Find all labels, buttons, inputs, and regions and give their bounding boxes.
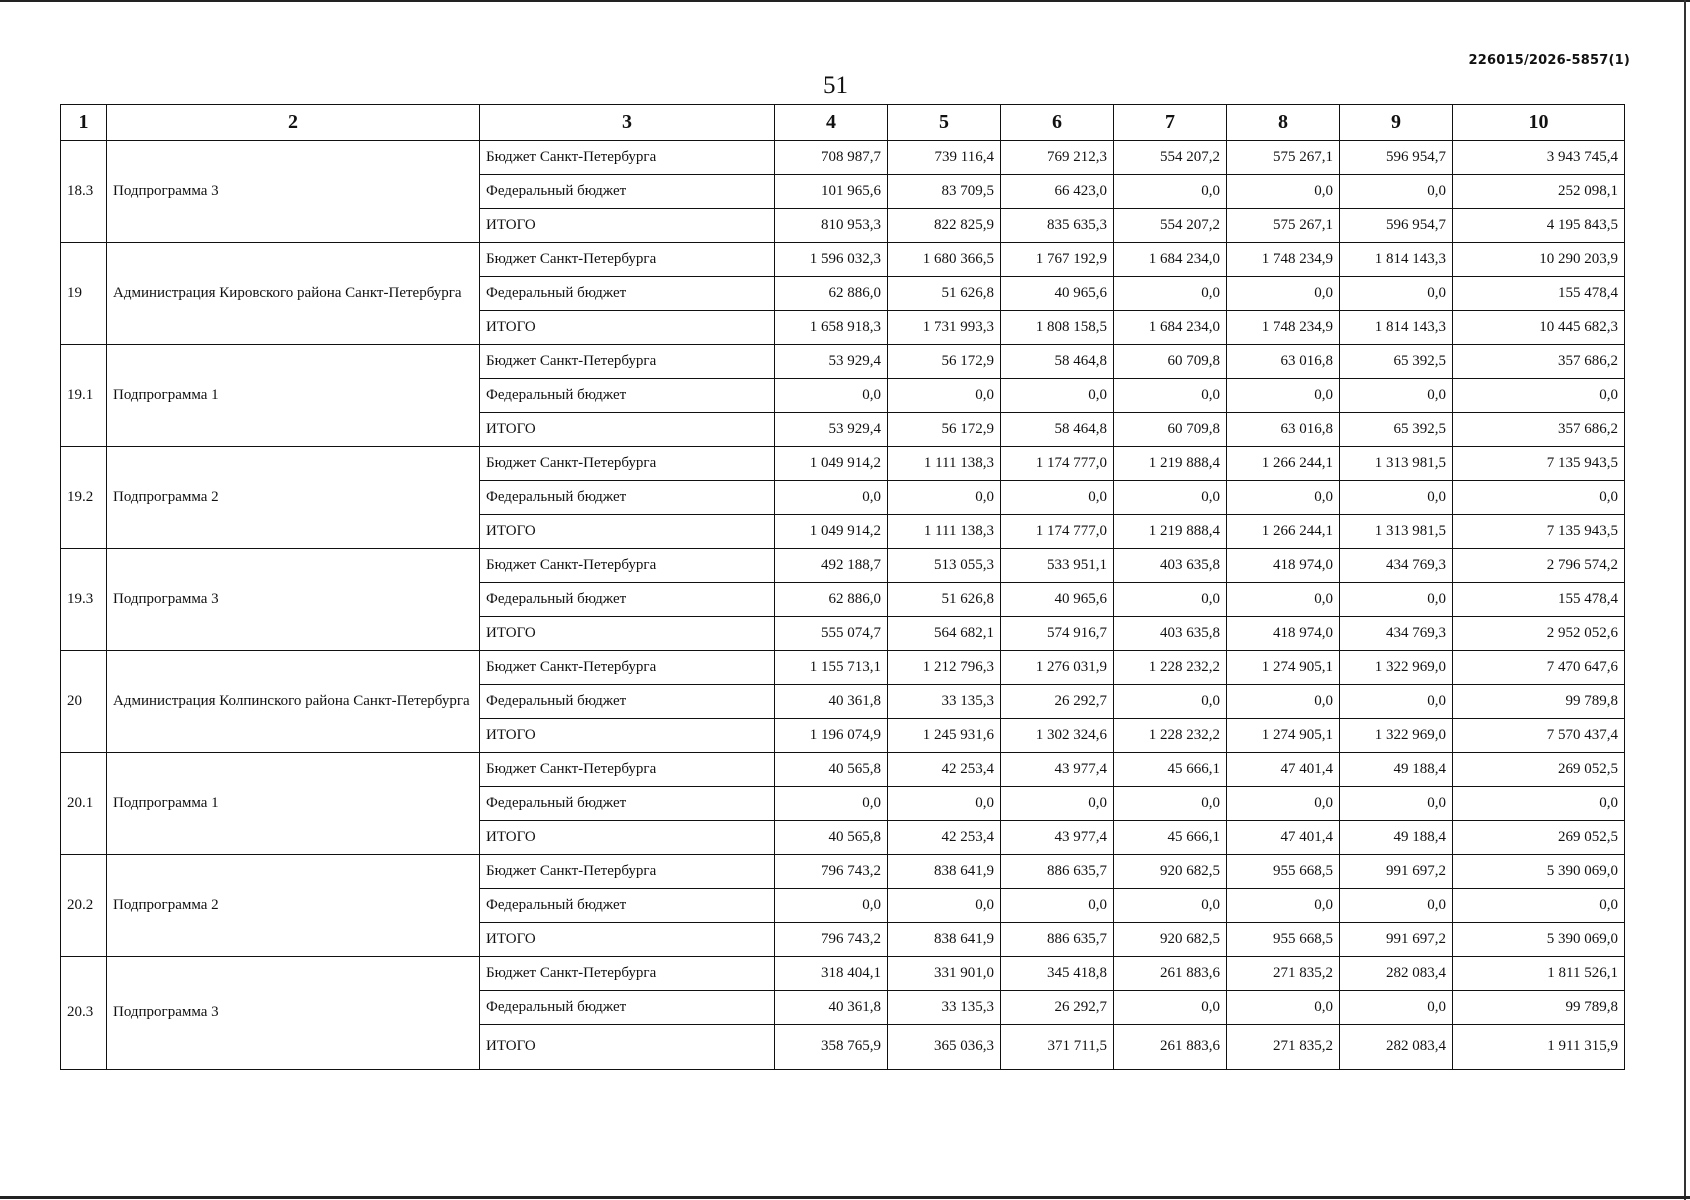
amount-cell: 0,0 (1227, 277, 1340, 311)
program-name-cell: Подпрограмма 2 (107, 447, 480, 549)
amount-cell: 1 748 234,9 (1227, 311, 1340, 345)
amount-cell: 0,0 (1227, 583, 1340, 617)
funding-source-cell: Федеральный бюджет (480, 175, 775, 209)
amount-cell: 1 322 969,0 (1340, 651, 1453, 685)
amount-cell: 513 055,3 (888, 549, 1001, 583)
amount-cell: 0,0 (775, 889, 888, 923)
amount-cell: 1 748 234,9 (1227, 243, 1340, 277)
funding-source-cell: Бюджет Санкт-Петербурга (480, 549, 775, 583)
page-bottom-border (0, 1196, 1690, 1199)
amount-cell: 0,0 (1340, 277, 1453, 311)
funding-source-cell: Бюджет Санкт-Петербурга (480, 345, 775, 379)
amount-cell: 0,0 (1227, 481, 1340, 515)
column-header: 7 (1114, 105, 1227, 141)
amount-cell: 0,0 (1114, 175, 1227, 209)
amount-cell: 838 641,9 (888, 923, 1001, 957)
amount-cell: 1 274 905,1 (1227, 651, 1340, 685)
amount-cell: 1 245 931,6 (888, 719, 1001, 753)
funding-source-cell: Федеральный бюджет (480, 889, 775, 923)
amount-cell: 0,0 (1114, 991, 1227, 1025)
amount-cell: 739 116,4 (888, 141, 1001, 175)
amount-cell: 42 253,4 (888, 821, 1001, 855)
amount-cell: 40 965,6 (1001, 583, 1114, 617)
amount-cell: 271 835,2 (1227, 1025, 1340, 1070)
column-header: 5 (888, 105, 1001, 141)
amount-cell: 1 266 244,1 (1227, 447, 1340, 481)
amount-cell: 261 883,6 (1114, 1025, 1227, 1070)
amount-cell: 418 974,0 (1227, 617, 1340, 651)
amount-cell: 43 977,4 (1001, 821, 1114, 855)
table-row (61, 447, 1625, 481)
total-amount-cell: 7 135 943,5 (1453, 447, 1625, 481)
amount-cell: 886 635,7 (1001, 923, 1114, 957)
row-id-cell: 18.3 (61, 141, 107, 243)
row-id-cell: 19.3 (61, 549, 107, 651)
amount-cell: 45 666,1 (1114, 821, 1227, 855)
amount-cell: 1 302 324,6 (1001, 719, 1114, 753)
amount-cell: 45 666,1 (1114, 753, 1227, 787)
amount-cell: 62 886,0 (775, 277, 888, 311)
amount-cell: 1 049 914,2 (775, 515, 888, 549)
amount-cell: 53 929,4 (775, 413, 888, 447)
total-amount-cell: 2 952 052,6 (1453, 617, 1625, 651)
amount-cell: 403 635,8 (1114, 617, 1227, 651)
amount-cell: 56 172,9 (888, 345, 1001, 379)
total-amount-cell: 269 052,5 (1453, 753, 1625, 787)
amount-cell: 0,0 (1227, 685, 1340, 719)
row-id-cell: 20 (61, 651, 107, 753)
amount-cell: 1 212 796,3 (888, 651, 1001, 685)
column-header: 4 (775, 105, 888, 141)
row-id-cell: 20.2 (61, 855, 107, 957)
amount-cell: 331 901,0 (888, 957, 1001, 991)
total-amount-cell: 3 943 745,4 (1453, 141, 1625, 175)
amount-cell: 282 083,4 (1340, 1025, 1453, 1070)
total-amount-cell: 252 098,1 (1453, 175, 1625, 209)
total-amount-cell: 5 390 069,0 (1453, 855, 1625, 889)
program-name-cell: Администрация Колпинского района Санкт-Петербурга (107, 651, 480, 753)
column-header: 3 (480, 105, 775, 141)
total-amount-cell: 4 195 843,5 (1453, 209, 1625, 243)
amount-cell: 1 814 143,3 (1340, 311, 1453, 345)
total-amount-cell: 7 135 943,5 (1453, 515, 1625, 549)
program-name-cell: Подпрограмма 1 (107, 753, 480, 855)
table-row (61, 957, 1625, 991)
amount-cell: 434 769,3 (1340, 549, 1453, 583)
amount-cell: 358 765,9 (775, 1025, 888, 1070)
amount-cell: 1 111 138,3 (888, 515, 1001, 549)
amount-cell: 1 228 232,2 (1114, 719, 1227, 753)
amount-cell: 26 292,7 (1001, 685, 1114, 719)
amount-cell: 1 219 888,4 (1114, 515, 1227, 549)
total-amount-cell: 7 570 437,4 (1453, 719, 1625, 753)
amount-cell: 0,0 (1227, 991, 1340, 1025)
amount-cell: 0,0 (775, 481, 888, 515)
total-amount-cell: 357 686,2 (1453, 413, 1625, 447)
amount-cell: 1 155 713,1 (775, 651, 888, 685)
total-amount-cell: 99 789,8 (1453, 991, 1625, 1025)
amount-cell: 40 361,8 (775, 991, 888, 1025)
amount-cell: 0,0 (888, 481, 1001, 515)
amount-cell: 822 825,9 (888, 209, 1001, 243)
row-id-cell: 19.2 (61, 447, 107, 549)
amount-cell: 0,0 (888, 379, 1001, 413)
funding-source-cell: ИТОГО (480, 617, 775, 651)
table-row (61, 651, 1625, 685)
page-right-border (1684, 0, 1686, 1200)
budget-table-body (61, 141, 1625, 1070)
funding-source-cell: ИТОГО (480, 209, 775, 243)
amount-cell: 574 916,7 (1001, 617, 1114, 651)
page-top-border (0, 0, 1690, 2)
table-row (61, 345, 1625, 379)
funding-source-cell: Федеральный бюджет (480, 277, 775, 311)
amount-cell: 56 172,9 (888, 413, 1001, 447)
program-name-cell: Администрация Кировского района Санкт-Петербурга (107, 243, 480, 345)
table-row (61, 753, 1625, 787)
total-amount-cell: 155 478,4 (1453, 583, 1625, 617)
funding-source-cell: ИТОГО (480, 311, 775, 345)
amount-cell: 271 835,2 (1227, 957, 1340, 991)
funding-source-cell: ИТОГО (480, 1025, 775, 1070)
amount-cell: 0,0 (775, 379, 888, 413)
amount-cell: 1 174 777,0 (1001, 447, 1114, 481)
amount-cell: 955 668,5 (1227, 923, 1340, 957)
amount-cell: 575 267,1 (1227, 141, 1340, 175)
amount-cell: 708 987,7 (775, 141, 888, 175)
amount-cell: 0,0 (1001, 481, 1114, 515)
column-header: 6 (1001, 105, 1114, 141)
funding-source-cell: Федеральный бюджет (480, 787, 775, 821)
program-name-cell: Подпрограмма 1 (107, 345, 480, 447)
amount-cell: 1 219 888,4 (1114, 447, 1227, 481)
amount-cell: 0,0 (1340, 889, 1453, 923)
program-name-cell: Подпрограмма 3 (107, 141, 480, 243)
row-id-cell: 20.3 (61, 957, 107, 1070)
amount-cell: 33 135,3 (888, 991, 1001, 1025)
amount-cell: 1 684 234,0 (1114, 311, 1227, 345)
amount-cell: 991 697,2 (1340, 855, 1453, 889)
column-header: 1 (61, 105, 107, 141)
amount-cell: 796 743,2 (775, 855, 888, 889)
row-id-cell: 19.1 (61, 345, 107, 447)
amount-cell: 65 392,5 (1340, 413, 1453, 447)
funding-source-cell: ИТОГО (480, 413, 775, 447)
amount-cell: 0,0 (1340, 481, 1453, 515)
total-amount-cell: 155 478,4 (1453, 277, 1625, 311)
amount-cell: 1 322 969,0 (1340, 719, 1453, 753)
amount-cell: 63 016,8 (1227, 345, 1340, 379)
column-header: 2 (107, 105, 480, 141)
amount-cell: 0,0 (1340, 175, 1453, 209)
amount-cell: 0,0 (1340, 379, 1453, 413)
total-amount-cell: 99 789,8 (1453, 685, 1625, 719)
table-row (61, 549, 1625, 583)
column-header: 10 (1453, 105, 1625, 141)
table-row (61, 855, 1625, 889)
amount-cell: 40 965,6 (1001, 277, 1114, 311)
amount-cell: 101 965,6 (775, 175, 888, 209)
funding-source-cell: ИТОГО (480, 821, 775, 855)
total-amount-cell: 0,0 (1453, 787, 1625, 821)
program-name-cell: Подпрограмма 2 (107, 855, 480, 957)
funding-source-cell: Федеральный бюджет (480, 685, 775, 719)
amount-cell: 26 292,7 (1001, 991, 1114, 1025)
total-amount-cell: 2 796 574,2 (1453, 549, 1625, 583)
amount-cell: 49 188,4 (1340, 821, 1453, 855)
funding-source-cell: ИТОГО (480, 923, 775, 957)
amount-cell: 1 274 905,1 (1227, 719, 1340, 753)
amount-cell: 65 392,5 (1340, 345, 1453, 379)
amount-cell: 0,0 (1114, 277, 1227, 311)
amount-cell: 533 951,1 (1001, 549, 1114, 583)
funding-source-cell: Бюджет Санкт-Петербурга (480, 243, 775, 277)
funding-source-cell: Федеральный бюджет (480, 991, 775, 1025)
amount-cell: 0,0 (1114, 379, 1227, 413)
total-amount-cell: 10 290 203,9 (1453, 243, 1625, 277)
amount-cell: 53 929,4 (775, 345, 888, 379)
amount-cell: 0,0 (1340, 787, 1453, 821)
amount-cell: 47 401,4 (1227, 821, 1340, 855)
amount-cell: 955 668,5 (1227, 855, 1340, 889)
amount-cell: 596 954,7 (1340, 209, 1453, 243)
amount-cell: 42 253,4 (888, 753, 1001, 787)
amount-cell: 1 680 366,5 (888, 243, 1001, 277)
amount-cell: 1 049 914,2 (775, 447, 888, 481)
amount-cell: 1 174 777,0 (1001, 515, 1114, 549)
amount-cell: 47 401,4 (1227, 753, 1340, 787)
amount-cell: 0,0 (1340, 583, 1453, 617)
amount-cell: 886 635,7 (1001, 855, 1114, 889)
table-header-row (61, 105, 1625, 141)
amount-cell: 1 196 074,9 (775, 719, 888, 753)
amount-cell: 0,0 (1227, 379, 1340, 413)
amount-cell: 58 464,8 (1001, 345, 1114, 379)
page-number: 51 (823, 72, 848, 99)
funding-source-cell: ИТОГО (480, 719, 775, 753)
amount-cell: 60 709,8 (1114, 413, 1227, 447)
column-header: 8 (1227, 105, 1340, 141)
total-amount-cell: 7 470 647,6 (1453, 651, 1625, 685)
amount-cell: 62 886,0 (775, 583, 888, 617)
total-amount-cell: 10 445 682,3 (1453, 311, 1625, 345)
amount-cell: 991 697,2 (1340, 923, 1453, 957)
amount-cell: 51 626,8 (888, 277, 1001, 311)
funding-source-cell: Бюджет Санкт-Петербурга (480, 855, 775, 889)
amount-cell: 318 404,1 (775, 957, 888, 991)
program-name-cell: Подпрограмма 3 (107, 549, 480, 651)
amount-cell: 282 083,4 (1340, 957, 1453, 991)
amount-cell: 0,0 (888, 787, 1001, 821)
amount-cell: 564 682,1 (888, 617, 1001, 651)
budget-table (60, 104, 1625, 1070)
total-amount-cell: 1 811 526,1 (1453, 957, 1625, 991)
amount-cell: 0,0 (1340, 685, 1453, 719)
amount-cell: 1 276 031,9 (1001, 651, 1114, 685)
amount-cell: 1 266 244,1 (1227, 515, 1340, 549)
total-amount-cell: 0,0 (1453, 889, 1625, 923)
amount-cell: 40 565,8 (775, 753, 888, 787)
amount-cell: 63 016,8 (1227, 413, 1340, 447)
amount-cell: 33 135,3 (888, 685, 1001, 719)
amount-cell: 365 036,3 (888, 1025, 1001, 1070)
amount-cell: 555 074,7 (775, 617, 888, 651)
amount-cell: 418 974,0 (1227, 549, 1340, 583)
amount-cell: 835 635,3 (1001, 209, 1114, 243)
total-amount-cell: 357 686,2 (1453, 345, 1625, 379)
amount-cell: 796 743,2 (775, 923, 888, 957)
amount-cell: 0,0 (1227, 889, 1340, 923)
amount-cell: 434 769,3 (1340, 617, 1453, 651)
amount-cell: 596 954,7 (1340, 141, 1453, 175)
amount-cell: 58 464,8 (1001, 413, 1114, 447)
amount-cell: 575 267,1 (1227, 209, 1340, 243)
funding-source-cell: Федеральный бюджет (480, 379, 775, 413)
amount-cell: 60 709,8 (1114, 345, 1227, 379)
table-row (61, 243, 1625, 277)
amount-cell: 0,0 (1114, 787, 1227, 821)
amount-cell: 0,0 (1114, 481, 1227, 515)
amount-cell: 920 682,5 (1114, 923, 1227, 957)
total-amount-cell: 5 390 069,0 (1453, 923, 1625, 957)
funding-source-cell: ИТОГО (480, 515, 775, 549)
funding-source-cell: Бюджет Санкт-Петербурга (480, 447, 775, 481)
amount-cell: 0,0 (1227, 787, 1340, 821)
total-amount-cell: 0,0 (1453, 481, 1625, 515)
amount-cell: 345 418,8 (1001, 957, 1114, 991)
amount-cell: 371 711,5 (1001, 1025, 1114, 1070)
amount-cell: 0,0 (1227, 175, 1340, 209)
amount-cell: 1 313 981,5 (1340, 515, 1453, 549)
amount-cell: 1 731 993,3 (888, 311, 1001, 345)
total-amount-cell: 1 911 315,9 (1453, 1025, 1625, 1070)
amount-cell: 554 207,2 (1114, 141, 1227, 175)
amount-cell: 51 626,8 (888, 583, 1001, 617)
amount-cell: 40 565,8 (775, 821, 888, 855)
amount-cell: 0,0 (1340, 991, 1453, 1025)
amount-cell: 403 635,8 (1114, 549, 1227, 583)
amount-cell: 1 111 138,3 (888, 447, 1001, 481)
amount-cell: 1 814 143,3 (1340, 243, 1453, 277)
funding-source-cell: Бюджет Санкт-Петербурга (480, 753, 775, 787)
amount-cell: 1 228 232,2 (1114, 651, 1227, 685)
amount-cell: 1 767 192,9 (1001, 243, 1114, 277)
amount-cell: 920 682,5 (1114, 855, 1227, 889)
amount-cell: 1 808 158,5 (1001, 311, 1114, 345)
amount-cell: 554 207,2 (1114, 209, 1227, 243)
amount-cell: 810 953,3 (775, 209, 888, 243)
total-amount-cell: 269 052,5 (1453, 821, 1625, 855)
amount-cell: 838 641,9 (888, 855, 1001, 889)
amount-cell: 0,0 (1114, 583, 1227, 617)
funding-source-cell: Федеральный бюджет (480, 481, 775, 515)
amount-cell: 0,0 (1114, 685, 1227, 719)
funding-source-cell: Бюджет Санкт-Петербурга (480, 141, 775, 175)
amount-cell: 83 709,5 (888, 175, 1001, 209)
table-row (61, 141, 1625, 175)
funding-source-cell: Федеральный бюджет (480, 583, 775, 617)
amount-cell: 0,0 (1001, 787, 1114, 821)
program-name-cell: Подпрограмма 3 (107, 957, 480, 1070)
amount-cell: 0,0 (775, 787, 888, 821)
amount-cell: 0,0 (1001, 379, 1114, 413)
amount-cell: 1 313 981,5 (1340, 447, 1453, 481)
amount-cell: 261 883,6 (1114, 957, 1227, 991)
funding-source-cell: Бюджет Санкт-Петербурга (480, 957, 775, 991)
row-id-cell: 20.1 (61, 753, 107, 855)
amount-cell: 0,0 (1114, 889, 1227, 923)
amount-cell: 40 361,8 (775, 685, 888, 719)
amount-cell: 0,0 (888, 889, 1001, 923)
row-id-cell: 19 (61, 243, 107, 345)
document-code: 226015/2026-5857(1) (1468, 53, 1630, 68)
total-amount-cell: 0,0 (1453, 379, 1625, 413)
amount-cell: 492 188,7 (775, 549, 888, 583)
column-header: 9 (1340, 105, 1453, 141)
amount-cell: 49 188,4 (1340, 753, 1453, 787)
amount-cell: 1 658 918,3 (775, 311, 888, 345)
amount-cell: 0,0 (1001, 889, 1114, 923)
amount-cell: 66 423,0 (1001, 175, 1114, 209)
amount-cell: 1 596 032,3 (775, 243, 888, 277)
amount-cell: 43 977,4 (1001, 753, 1114, 787)
amount-cell: 769 212,3 (1001, 141, 1114, 175)
amount-cell: 1 684 234,0 (1114, 243, 1227, 277)
funding-source-cell: Бюджет Санкт-Петербурга (480, 651, 775, 685)
